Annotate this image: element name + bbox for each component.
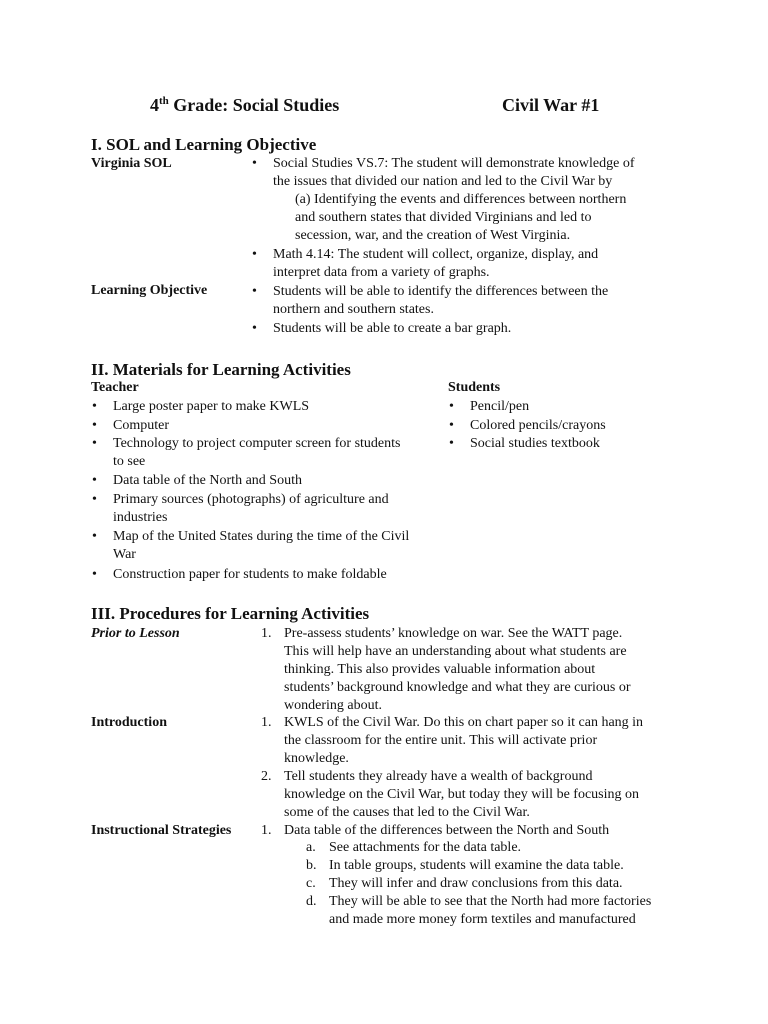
sol-item-line: interpret data from a variety of graphs. (273, 265, 490, 280)
prior-line: This will help have an understanding about what students are (284, 644, 627, 659)
instr-subline: and made more money form textiles and manufactured (329, 912, 636, 927)
intro-line: knowledge on the Civil War, but today they will be focusing on (284, 787, 639, 802)
student-item: • Pencil/pen (470, 398, 529, 416)
grade-superscript: th (159, 95, 169, 107)
intro-line: KWLS of the Civil War. Do this on chart paper so it can hang in (284, 715, 644, 730)
sol-item-line: the issues that divided our nation and led to the Civil War by (273, 174, 613, 189)
student-item: • Colored pencils/crayons (470, 417, 606, 435)
grade-number: 4 (150, 95, 159, 115)
sol-label: Virginia SOL (91, 156, 172, 171)
instr-label: Instructional Strategies (91, 823, 232, 838)
page-title (150, 94, 339, 116)
teacher-item-line: War (113, 547, 136, 562)
teacher-item: • Data table of the North and South (113, 472, 302, 490)
teacher-item: • Computer (113, 417, 169, 435)
objective-item: • Students will be able to create a bar graph. (273, 320, 511, 338)
instr-subline: They will infer and draw conclusions from this data. (329, 876, 623, 891)
sub-letter: c. (306, 876, 316, 891)
sub-letter: a. (306, 840, 316, 855)
intro-label: Introduction (91, 715, 167, 730)
list-number: 1. (261, 715, 272, 730)
teacher-item-line: to see (113, 454, 146, 469)
student-item: • Social studies textbook (470, 435, 600, 453)
list-number: 1. (261, 823, 272, 838)
instr-subline: They will be able to see that the North had more factories (329, 894, 652, 909)
list-number: 2. (261, 769, 272, 784)
instr-line: Data table of the differences between the North and South (284, 823, 610, 838)
prior-line: thinking. This also provides valuable information about (284, 662, 596, 677)
grade-subject: Grade: Social Studies (168, 95, 340, 115)
intro-line: knowledge. (284, 751, 349, 766)
instr-subline: In table groups, students will examine the data table. (329, 858, 624, 873)
teacher-item: • Construction paper for students to make foldable (113, 566, 387, 584)
section-heading-materials: II. Materials for Learning Activities (91, 360, 351, 379)
teacher-item: • Large poster paper to make KWLS (113, 398, 309, 416)
teacher-item-line: industries (113, 510, 168, 525)
teacher-label: Teacher (91, 380, 139, 395)
sol-item-line: secession, war, and the creation of West Virginia. (295, 228, 571, 243)
intro-line: some of the causes that led to the Civil War. (284, 805, 530, 820)
list-number: 1. (261, 626, 272, 641)
section-heading-procedures: III. Procedures for Learning Activities (91, 604, 370, 623)
sub-letter: b. (306, 858, 317, 873)
intro-line: Tell students they already have a wealth of background (284, 769, 593, 784)
teacher-item: • Technology to project computer screen for students (113, 435, 401, 453)
teacher-item: • Primary sources (photographs) of agriculture and (113, 491, 389, 509)
sol-item-line: (a) Identifying the events and differences between northern (295, 192, 627, 207)
prior-line: students’ background knowledge and what they are curious or (284, 680, 631, 695)
prior-line: Pre-assess students’ knowledge on war. See the WATT page. (284, 626, 623, 641)
prior-label: Prior to Lesson (91, 626, 180, 641)
sub-letter: d. (306, 894, 317, 909)
students-label: Students (448, 380, 501, 395)
sol-item: • Math 4.14: The student will collect, organize, display, and (273, 246, 598, 264)
objective-item-line: northern and southern states. (273, 302, 434, 317)
section-heading-sol: I. SOL and Learning Objective (91, 135, 317, 154)
sol-item: • Social Studies VS.7: The student will demonstrate knowledge of (273, 155, 635, 173)
objective-item: • Students will be able to identify the differences between the (273, 283, 608, 301)
objective-label: Learning Objective (91, 283, 208, 298)
lesson-title: Civil War #1 (502, 95, 600, 115)
instr-subline: See attachments for the data table. (329, 840, 522, 855)
intro-line: the classroom for the entire unit. This will activate prior (284, 733, 598, 748)
teacher-item: • Map of the United States during the time of the Civil (113, 528, 409, 546)
prior-line: wondering about. (284, 698, 382, 713)
sol-item-line: and southern states that divided Virginians and led to (295, 210, 592, 225)
